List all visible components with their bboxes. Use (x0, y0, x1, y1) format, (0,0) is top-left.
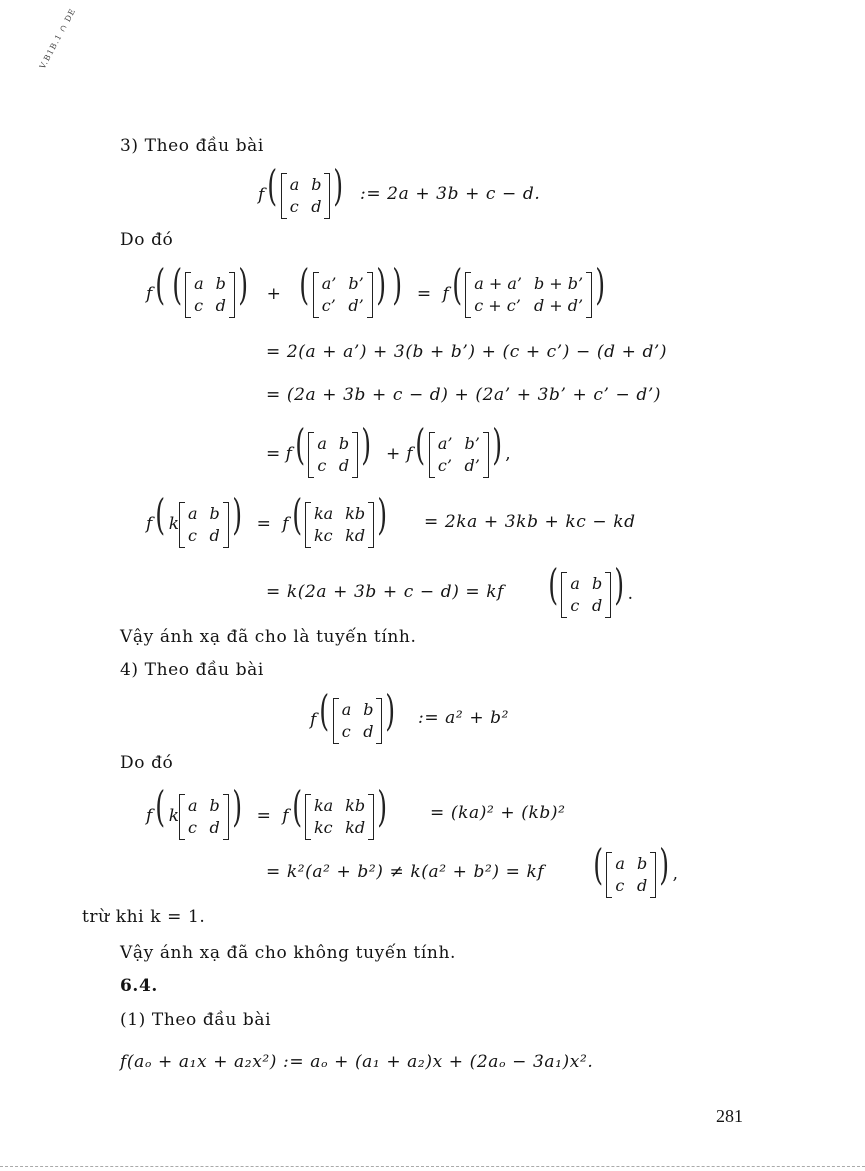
homogeneity-lhs: f( k a b c d ) = f( ka kb kc kd ) (146, 494, 391, 548)
item-4-step-2-matrix: ( a b c d ) , (590, 844, 678, 898)
homogeneity-step-2-matrix: ( a b c d ) . (545, 564, 633, 618)
item-4-heading: 4) Theo đầu bài (120, 660, 264, 680)
def-3-formula: f( a b c d ) (258, 165, 347, 219)
homogeneity-step-1: = 2ka + 3kb + kc − kd (424, 512, 636, 532)
homogeneity-step-2: = k(2a + 3b + c − d) = kf (266, 582, 505, 602)
conclusion-3: Vậy ánh xạ đã cho là tuyến tính. (120, 627, 417, 647)
def-4-formula: f( a b c d ) (310, 690, 399, 744)
do-do-label-2: Do đó (120, 753, 174, 773)
additivity-step-3: = f( a b c d ) + f( a’ b’ c’ d’ ) , (266, 424, 511, 478)
item-3-heading: 3) Theo đầu bài (120, 136, 264, 156)
item-4-step-1: = (ka)² + (kb)² (430, 803, 566, 823)
section-item-1-definition: f(aₒ + a₁x + a₂x²) := aₒ + (a₁ + a₂)x + (2aₒ − 3a₁)x². (120, 1052, 594, 1072)
exception-note: trừ khi k = 1. (82, 907, 206, 927)
library-stamp: V.B1B.1 ∩ DE (37, 6, 78, 71)
do-do-label: Do đó (120, 230, 174, 250)
def-3-rhs: := 2a + 3b + c − d. (360, 184, 541, 204)
conclusion-4: Vậy ánh xạ đã cho không tuyến tính. (120, 943, 456, 963)
item-4-step-2: = k²(a² + b²) ≠ k(a² + b²) = kf (266, 862, 545, 882)
item-4-lhs: f( k a b c d ) = f( ka kb kc kd ) (146, 786, 391, 840)
page-bottom-edge (0, 1166, 865, 1167)
additivity-step-2: = (2a + 3b + c − d) + (2a’ + 3b’ + c’ − d’) (266, 385, 662, 405)
section-item-1-heading: (1) Theo đầu bài (120, 1010, 272, 1030)
additivity-step-1: = 2(a + a’) + 3(b + b’) + (c + c’) − (d + d’) (266, 342, 668, 362)
def-4-rhs: := a² + b² (418, 708, 510, 728)
section-heading: 6.4. (120, 976, 158, 996)
additivity-lhs: f( ( a b c d ) + ( a’ b’ c’ d’ ) ) = f( a + a’ b + b’ c + c’ d + d’ ) (146, 264, 609, 318)
page-number: 281 (716, 1106, 743, 1126)
